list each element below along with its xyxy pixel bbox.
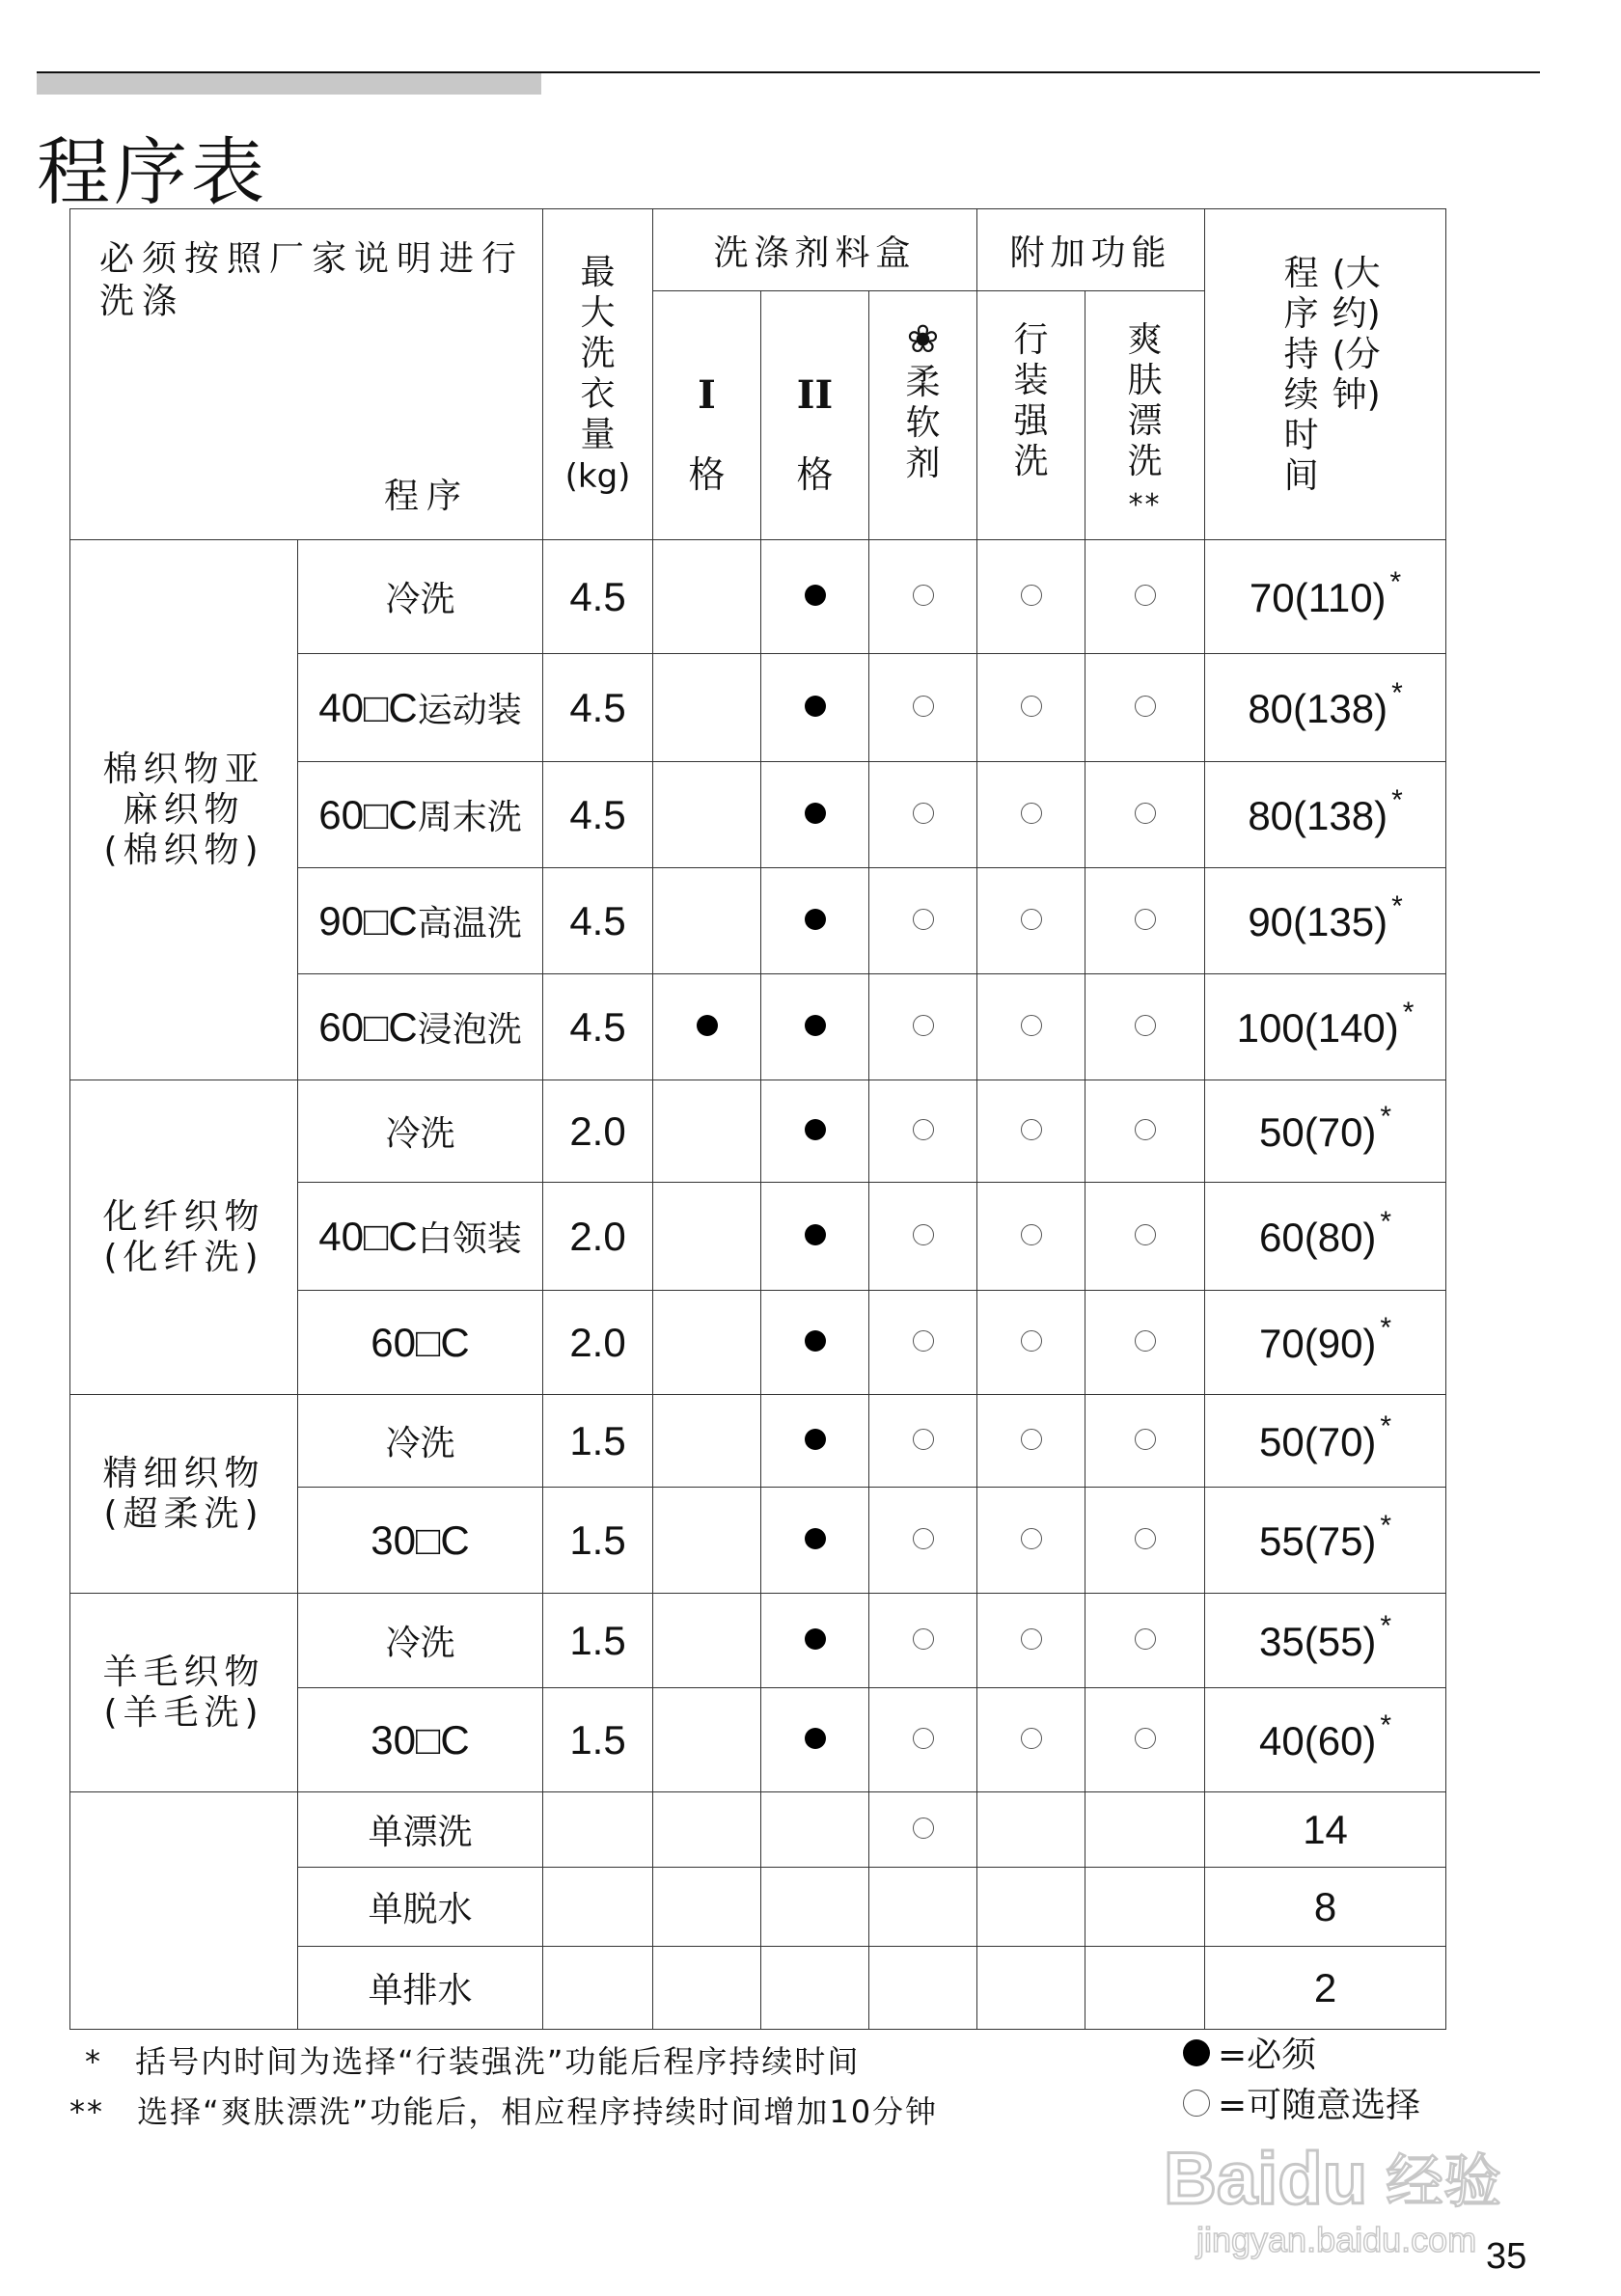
- header-max-load-unit: (kg): [564, 457, 631, 496]
- mark-cell-c1: [653, 868, 761, 974]
- program-name: 单脱水: [368, 1890, 473, 1929]
- max-load-value: 4.5: [569, 684, 626, 730]
- category-name: 精细织物(超柔洗): [102, 1453, 265, 1534]
- filled-circle-icon: [697, 1015, 718, 1036]
- max-load-value: 1.5: [569, 1716, 626, 1763]
- empty-circle-icon: [913, 803, 934, 824]
- duration-star: *: [1391, 784, 1403, 816]
- program-cell: [298, 1488, 543, 1594]
- max-load-value: 4.5: [569, 1003, 626, 1050]
- duration-star: *: [1380, 1312, 1392, 1344]
- duration-cell: [1205, 868, 1446, 974]
- category-name: 棉织物亚麻织物(棉织物): [102, 749, 265, 870]
- program-cell: [298, 1868, 543, 1947]
- duration-cell: [1205, 1688, 1446, 1792]
- header-compartment-1: [653, 291, 761, 540]
- empty-circle-icon: [1021, 909, 1042, 930]
- program-name: 白领装: [417, 1219, 522, 1259]
- empty-circle-icon: [913, 1728, 934, 1749]
- mark-cell-intensive: [977, 654, 1085, 762]
- mark-cell-softener: [869, 1868, 977, 1947]
- max-load-cell: [543, 1183, 653, 1291]
- mark-cell-skin: [1085, 974, 1205, 1080]
- mark-cell-skin: [1085, 1792, 1205, 1868]
- mark-cell-intensive: [977, 1488, 1085, 1594]
- program-cell: [298, 1947, 543, 2030]
- program-name: 冷洗: [385, 1624, 455, 1663]
- mark-cell-c2: [761, 1688, 869, 1792]
- filled-circle-icon: [805, 1728, 826, 1749]
- max-load-cell: [543, 1488, 653, 1594]
- duration-star: *: [1391, 677, 1403, 709]
- empty-circle-icon: [913, 1015, 934, 1036]
- empty-circle-icon: [1021, 1224, 1042, 1245]
- mark-cell-intensive: [977, 1395, 1085, 1488]
- mark-cell-c2: [761, 1183, 869, 1291]
- mark-cell-skin: [1085, 1947, 1205, 2030]
- mark-cell-c2: [761, 974, 869, 1080]
- header-duration-label: 程序持续时间: [1283, 254, 1319, 496]
- duration-star: *: [1380, 1510, 1392, 1542]
- mark-cell-skin: [1085, 1868, 1205, 1947]
- legend-required-label: =必须: [1218, 2036, 1317, 2075]
- mark-cell-softener: [869, 868, 977, 974]
- legend-optional-label: =可随意选择: [1218, 2086, 1421, 2125]
- empty-circle-icon: [1135, 585, 1156, 606]
- header-intensive-wash: [977, 291, 1085, 540]
- category-cell: [70, 1395, 298, 1594]
- skin-rinse-label: 爽肤漂洗: [1127, 320, 1163, 481]
- compartment-1-label: 格: [688, 453, 726, 496]
- max-load-value: 4.5: [569, 791, 626, 837]
- compartment-1-roman: I: [698, 372, 716, 418]
- duration-value: 14: [1303, 1806, 1348, 1852]
- flower-icon: ❀: [906, 317, 940, 362]
- program-name: 浸泡洗: [417, 1010, 522, 1050]
- mark-cell-intensive: [977, 1183, 1085, 1291]
- max-load-value: 1.5: [569, 1417, 626, 1463]
- mark-cell-softener: [869, 1291, 977, 1395]
- empty-circle-icon: [1135, 1330, 1156, 1352]
- top-gray-bar: [37, 73, 541, 95]
- program-cell: [298, 762, 543, 868]
- duration-value: 70(110): [1249, 575, 1387, 620]
- duration-value: 55(75): [1259, 1518, 1377, 1564]
- header-max-load-label: 最大洗衣量: [580, 253, 616, 454]
- category-cell: [70, 1594, 298, 1792]
- program-temperature: 60□C: [318, 1004, 418, 1050]
- duration-star: *: [1389, 566, 1402, 598]
- mark-cell-c2: [761, 868, 869, 974]
- filled-circle-icon: [1183, 2039, 1210, 2066]
- header-compartment-2: [761, 291, 869, 540]
- filled-circle-icon: [805, 1015, 826, 1036]
- header-program-label: 程序: [384, 477, 470, 516]
- duration-star: *: [1380, 1410, 1392, 1442]
- empty-circle-icon: [1135, 1224, 1156, 1245]
- program-temperature: 40□C: [318, 1214, 418, 1259]
- mark-cell-c1: [653, 1183, 761, 1291]
- empty-circle-icon: [1135, 1429, 1156, 1450]
- mark-cell-softener: [869, 1947, 977, 2030]
- empty-circle-icon: [913, 1330, 934, 1352]
- program-temperature: 30□C: [371, 1716, 470, 1763]
- empty-circle-icon: [1021, 1728, 1042, 1749]
- max-load-cell: [543, 1868, 653, 1947]
- softener-label: 柔软剂: [905, 363, 941, 483]
- program-cell: [298, 868, 543, 974]
- header-extra-functions: 附加功能: [977, 209, 1205, 291]
- table-row: [70, 540, 1446, 654]
- mark-cell-intensive: [977, 1868, 1085, 1947]
- empty-circle-icon: [1021, 696, 1042, 717]
- duration-value: 60(80): [1259, 1215, 1377, 1260]
- max-load-cell: [543, 654, 653, 762]
- mark-cell-c1: [653, 974, 761, 1080]
- category-name: 羊毛织物(羊毛洗): [102, 1652, 265, 1733]
- duration-cell: [1205, 1488, 1446, 1594]
- program-temperature: 30□C: [371, 1517, 470, 1563]
- duration-value: 50(70): [1259, 1109, 1377, 1155]
- legend-required: [1183, 2028, 1316, 2077]
- header-instruction: 必须按照厂家说明进行洗涤: [99, 239, 525, 321]
- duration-cell: [1205, 974, 1446, 1080]
- filled-circle-icon: [805, 803, 826, 824]
- max-load-cell: [543, 1594, 653, 1688]
- duration-cell: [1205, 1183, 1446, 1291]
- empty-circle-icon: [913, 1528, 934, 1549]
- filled-circle-icon: [805, 1330, 826, 1352]
- empty-circle-icon: [913, 696, 934, 717]
- program-table: [69, 208, 1446, 2030]
- duration-star: *: [1402, 997, 1415, 1028]
- watermark-brand-cn: 经验: [1386, 2148, 1501, 2216]
- duration-value: 2: [1313, 1964, 1337, 2010]
- filled-circle-icon: [805, 696, 826, 717]
- mark-cell-c1: [653, 1488, 761, 1594]
- mark-cell-softener: [869, 1688, 977, 1792]
- footnote-1: [85, 2037, 860, 2082]
- max-load-cell: [543, 1395, 653, 1488]
- program-cell: [298, 1291, 543, 1395]
- mark-cell-softener: [869, 654, 977, 762]
- header-detergent-box: 洗涤剂料盒: [653, 209, 977, 291]
- compartment-2-label: 格: [796, 453, 834, 496]
- mark-cell-skin: [1085, 1395, 1205, 1488]
- empty-circle-icon: [1021, 803, 1042, 824]
- empty-circle-icon: [1135, 1528, 1156, 1549]
- header-softener: [869, 291, 977, 540]
- mark-cell-skin: [1085, 1183, 1205, 1291]
- empty-circle-icon: [913, 909, 934, 930]
- watermark-url: jingyan.baidu.com: [1196, 2220, 1477, 2259]
- footnote-2: [69, 2088, 938, 2132]
- mark-cell-skin: [1085, 1594, 1205, 1688]
- max-load-cell: [543, 1291, 653, 1395]
- mark-cell-c1: [653, 1792, 761, 1868]
- empty-circle-icon: [1135, 696, 1156, 717]
- duration-value: 80(138): [1248, 793, 1388, 838]
- filled-circle-icon: [805, 1429, 826, 1450]
- empty-circle-icon: [913, 1818, 934, 1839]
- mark-cell-skin: [1085, 868, 1205, 974]
- duration-cell: [1205, 1868, 1446, 1947]
- empty-circle-icon: [913, 1429, 934, 1450]
- duration-value: 50(70): [1259, 1419, 1377, 1464]
- empty-circle-icon: [913, 1119, 934, 1140]
- mark-cell-c1: [653, 1080, 761, 1183]
- max-load-value: 2.0: [569, 1213, 626, 1259]
- duration-value: 70(90): [1259, 1321, 1377, 1366]
- mark-cell-skin: [1085, 1291, 1205, 1395]
- mark-cell-softener: [869, 1488, 977, 1594]
- filled-circle-icon: [805, 1224, 826, 1245]
- max-load-cell: [543, 1947, 653, 2030]
- mark-cell-softener: [869, 974, 977, 1080]
- skin-rinse-note: **: [1128, 488, 1162, 522]
- mark-cell-intensive: [977, 1080, 1085, 1183]
- mark-cell-softener: [869, 540, 977, 654]
- header-max-load: [543, 209, 653, 540]
- header-instruction-cell: [70, 209, 543, 540]
- mark-cell-skin: [1085, 762, 1205, 868]
- program-cell: [298, 1183, 543, 1291]
- duration-value: 100(140): [1236, 1005, 1399, 1051]
- mark-cell-c1: [653, 1947, 761, 2030]
- category-name: 化纤织物(化纤洗): [102, 1196, 265, 1277]
- mark-cell-c2: [761, 1080, 869, 1183]
- mark-cell-c2: [761, 540, 869, 654]
- duration-value: 40(60): [1259, 1718, 1377, 1763]
- max-load-cell: [543, 762, 653, 868]
- empty-circle-icon: [1021, 1429, 1042, 1450]
- empty-circle-icon: [1021, 1330, 1042, 1352]
- mark-cell-softener: [869, 1792, 977, 1868]
- duration-cell: [1205, 654, 1446, 762]
- program-name: 单漂洗: [368, 1813, 473, 1852]
- program-name: 单排水: [368, 1971, 473, 2010]
- program-name: 运动装: [417, 691, 522, 730]
- max-load-cell: [543, 868, 653, 974]
- duration-cell: [1205, 1947, 1446, 2030]
- mark-cell-intensive: [977, 974, 1085, 1080]
- page-title: 程序表: [37, 129, 268, 215]
- program-temperature: 40□C: [318, 685, 418, 730]
- empty-circle-icon: [1021, 1015, 1042, 1036]
- program-name: 高温洗: [417, 904, 522, 943]
- empty-circle-icon: [913, 1628, 934, 1650]
- mark-cell-softener: [869, 1183, 977, 1291]
- empty-circle-icon: [1135, 1119, 1156, 1140]
- mark-cell-c1: [653, 540, 761, 654]
- duration-cell: [1205, 540, 1446, 654]
- empty-circle-icon: [1135, 803, 1156, 824]
- max-load-value: 2.0: [569, 1107, 626, 1154]
- category-cell: [70, 540, 298, 1080]
- mark-cell-intensive: [977, 1947, 1085, 2030]
- empty-circle-icon: [1135, 909, 1156, 930]
- duration-cell: [1205, 1080, 1446, 1183]
- program-name: 冷洗: [385, 580, 455, 619]
- mark-cell-intensive: [977, 1594, 1085, 1688]
- program-cell: [298, 974, 543, 1080]
- mark-cell-intensive: [977, 540, 1085, 654]
- program-cell: [298, 1080, 543, 1183]
- mark-cell-c1: [653, 654, 761, 762]
- category-cell: [70, 1792, 298, 2030]
- table-row: [70, 1080, 1446, 1183]
- mark-cell-intensive: [977, 868, 1085, 974]
- program-temperature: 90□C: [318, 898, 418, 943]
- mark-cell-softener: [869, 1594, 977, 1688]
- mark-cell-softener: [869, 1395, 977, 1488]
- duration-cell: [1205, 1395, 1446, 1488]
- mark-cell-skin: [1085, 1688, 1205, 1792]
- program-name: 周末洗: [417, 798, 522, 837]
- duration-value: 80(138): [1248, 686, 1388, 731]
- mark-cell-c2: [761, 1488, 869, 1594]
- max-load-value: 2.0: [569, 1319, 626, 1365]
- program-cell: [298, 540, 543, 654]
- program-name: 冷洗: [385, 1114, 455, 1154]
- mark-cell-intensive: [977, 1792, 1085, 1868]
- empty-circle-icon: [1021, 1119, 1042, 1140]
- max-load-value: 4.5: [569, 897, 626, 943]
- empty-circle-icon: [913, 1224, 934, 1245]
- max-load-cell: [543, 540, 653, 654]
- mark-cell-c2: [761, 1792, 869, 1868]
- program-temperature: 60□C: [371, 1319, 470, 1365]
- empty-circle-icon: [913, 585, 934, 606]
- mark-cell-skin: [1085, 1488, 1205, 1594]
- program-temperature: 60□C: [318, 792, 418, 837]
- program-cell: [298, 654, 543, 762]
- program-cell: [298, 1594, 543, 1688]
- duration-star: *: [1380, 1610, 1392, 1642]
- mark-cell-c2: [761, 1395, 869, 1488]
- mark-cell-c1: [653, 1688, 761, 1792]
- intensive-wash-label: 行装强洗: [1013, 320, 1049, 481]
- page-number: 35: [1486, 2236, 1527, 2277]
- program-cell: [298, 1688, 543, 1792]
- mark-cell-c2: [761, 1291, 869, 1395]
- max-load-cell: [543, 1080, 653, 1183]
- mark-cell-c2: [761, 654, 869, 762]
- mark-cell-c2: [761, 762, 869, 868]
- header-duration: [1205, 209, 1446, 540]
- duration-star: *: [1380, 1709, 1392, 1741]
- duration-cell: [1205, 1792, 1446, 1868]
- compartment-2-roman: II: [796, 372, 834, 418]
- mark-cell-intensive: [977, 1688, 1085, 1792]
- duration-cell: [1205, 1291, 1446, 1395]
- duration-star: *: [1380, 1101, 1392, 1133]
- table-row: [70, 1792, 1446, 1868]
- max-load-value: 1.5: [569, 1617, 626, 1663]
- category-cell: [70, 1080, 298, 1395]
- max-load-value: 4.5: [569, 573, 626, 619]
- mark-cell-c1: [653, 1291, 761, 1395]
- mark-cell-c1: [653, 1395, 761, 1488]
- max-load-cell: [543, 974, 653, 1080]
- filled-circle-icon: [805, 1528, 826, 1549]
- mark-cell-c1: [653, 1868, 761, 1947]
- empty-circle-icon: [1021, 585, 1042, 606]
- duration-cell: [1205, 762, 1446, 868]
- mark-cell-c1: [653, 1594, 761, 1688]
- filled-circle-icon: [805, 1119, 826, 1140]
- mark-cell-skin: [1085, 654, 1205, 762]
- header-duration-unit: (大约)(分钟): [1332, 254, 1381, 415]
- mark-cell-softener: [869, 762, 977, 868]
- duration-star: *: [1391, 890, 1403, 922]
- mark-cell-c2: [761, 1594, 869, 1688]
- empty-circle-icon: [1021, 1628, 1042, 1650]
- mark-cell-intensive: [977, 1291, 1085, 1395]
- mark-cell-intensive: [977, 762, 1085, 868]
- footnote-2-text: 选择“爽肤漂洗”功能后，相应程序持续时间增加10分钟: [137, 2093, 939, 2130]
- mark-cell-c1: [653, 762, 761, 868]
- mark-cell-skin: [1085, 1080, 1205, 1183]
- empty-circle-icon: [1183, 2090, 1210, 2117]
- empty-circle-icon: [1135, 1628, 1156, 1650]
- table-row: [70, 1395, 1446, 1488]
- program-cell: [298, 1395, 543, 1488]
- duration-star: *: [1380, 1206, 1392, 1238]
- footnote-2-mark: **: [69, 2093, 104, 2130]
- filled-circle-icon: [805, 585, 826, 606]
- mark-cell-c2: [761, 1868, 869, 1947]
- empty-circle-icon: [1135, 1015, 1156, 1036]
- mark-cell-c2: [761, 1947, 869, 2030]
- program-cell: [298, 1792, 543, 1868]
- max-load-value: 1.5: [569, 1517, 626, 1563]
- max-load-cell: [543, 1688, 653, 1792]
- mark-cell-skin: [1085, 540, 1205, 654]
- empty-circle-icon: [1135, 1728, 1156, 1749]
- empty-circle-icon: [1021, 1528, 1042, 1549]
- footnote-1-mark: *: [85, 2043, 102, 2080]
- duration-value: 90(135): [1248, 899, 1388, 944]
- footnote-1-text: 括号内时间为选择“行装强洗”功能后程序持续时间: [135, 2043, 861, 2080]
- mark-cell-softener: [869, 1080, 977, 1183]
- table-row: [70, 1594, 1446, 1688]
- watermark-brand: Baidu: [1164, 2138, 1368, 2220]
- duration-value: 8: [1313, 1883, 1337, 1929]
- duration-value: 35(55): [1259, 1619, 1377, 1664]
- header-skin-rinse: [1085, 291, 1205, 540]
- program-name: 冷洗: [385, 1424, 455, 1463]
- baidu-watermark: [1158, 2118, 1530, 2263]
- duration-cell: [1205, 1594, 1446, 1688]
- max-load-cell: [543, 1792, 653, 1868]
- filled-circle-icon: [805, 1628, 826, 1650]
- filled-circle-icon: [805, 909, 826, 930]
